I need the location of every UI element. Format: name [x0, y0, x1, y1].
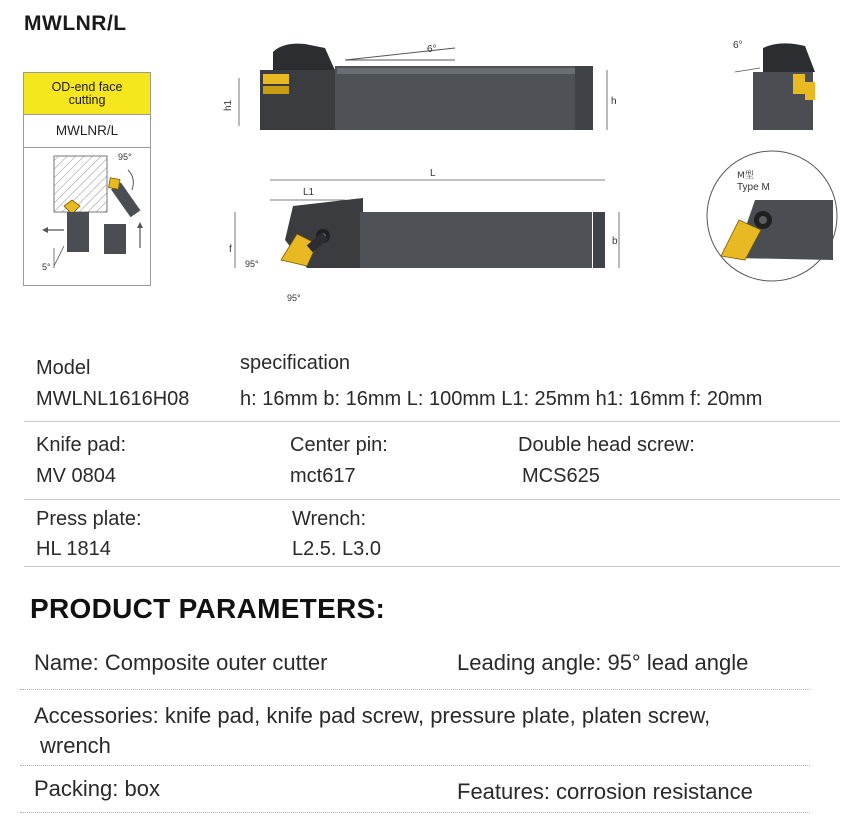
wrench-label: Wrench: — [292, 508, 367, 530]
card-angle-side: 5° — [42, 262, 51, 272]
insert-side — [263, 74, 289, 84]
type-m-detail — [707, 151, 837, 281]
technical-drawing — [215, 30, 840, 320]
params-heading: PRODUCT PARAMETERS: — [30, 593, 386, 624]
dim-b-label: b — [612, 236, 618, 247]
knife-pad-label: Knife pad: — [36, 434, 127, 456]
divider — [24, 566, 840, 567]
angle-b-label: 95° — [287, 293, 301, 303]
model-value: MWLNL1616H08 — [36, 388, 190, 410]
center-pin-label: Center pin: — [290, 434, 388, 456]
dim-L1-label: L1 — [303, 187, 315, 198]
type-m-en: Type M — [737, 182, 770, 193]
card-diagram — [24, 148, 150, 285]
param-accessories: Accessories: knife pad, knife pad screw, pressure plate, platen screw, — [34, 703, 711, 728]
center-pin-value: mct617 — [290, 465, 356, 487]
divider — [24, 421, 840, 422]
param-name: Name: Composite outer cutter — [34, 650, 328, 675]
press-plate-value: HL 1814 — [36, 538, 111, 560]
angle-right-label: 6° — [733, 40, 743, 51]
holder-end-view — [733, 40, 815, 130]
double-screw-value: MCS625 — [522, 465, 600, 487]
double-screw-label: Double head screw: — [518, 434, 695, 456]
holder-side-view — [223, 44, 617, 130]
model-label: Model — [36, 357, 91, 379]
divider — [20, 689, 810, 690]
dim-f-label: f — [229, 244, 232, 255]
card-model: MWLNR/L — [24, 115, 150, 148]
card-angle-main: 95° — [118, 152, 132, 162]
dim-h1-label: h1 — [223, 99, 234, 111]
holder-left — [67, 212, 89, 252]
press-plate-label: Press plate: — [36, 508, 142, 530]
card-category-label: OD-end face cutting — [51, 79, 123, 107]
angle-a-label: 95° — [245, 259, 259, 269]
angle-top-label: 6° — [427, 44, 437, 55]
page-title: MWLNR/L — [24, 12, 127, 35]
card-category — [24, 73, 150, 115]
type-m-cn: M型 — [737, 171, 754, 181]
wrench-value: L2.5. L3.0 — [292, 538, 381, 560]
divider — [24, 499, 840, 500]
spec-value: h: 16mm b: 16mm L: 100mm L1: 25mm h1: 16mm f: 20mm — [240, 388, 763, 410]
dim-h-label: h — [611, 96, 617, 107]
spec-label: specification — [240, 352, 351, 374]
param-accessories-cont: wrench — [40, 733, 111, 758]
param-packing: Packing: box — [34, 776, 160, 801]
divider — [20, 812, 810, 813]
param-features: Features: corrosion resistance — [457, 779, 753, 804]
dim-L-label: L — [430, 168, 436, 179]
param-leading-angle: Leading angle: 95° lead angle — [457, 650, 749, 675]
divider — [20, 765, 810, 766]
workpiece — [54, 156, 107, 212]
holder-top-view — [229, 168, 619, 303]
category-card — [23, 72, 151, 286]
knife-pad-value: MV 0804 — [36, 465, 117, 487]
